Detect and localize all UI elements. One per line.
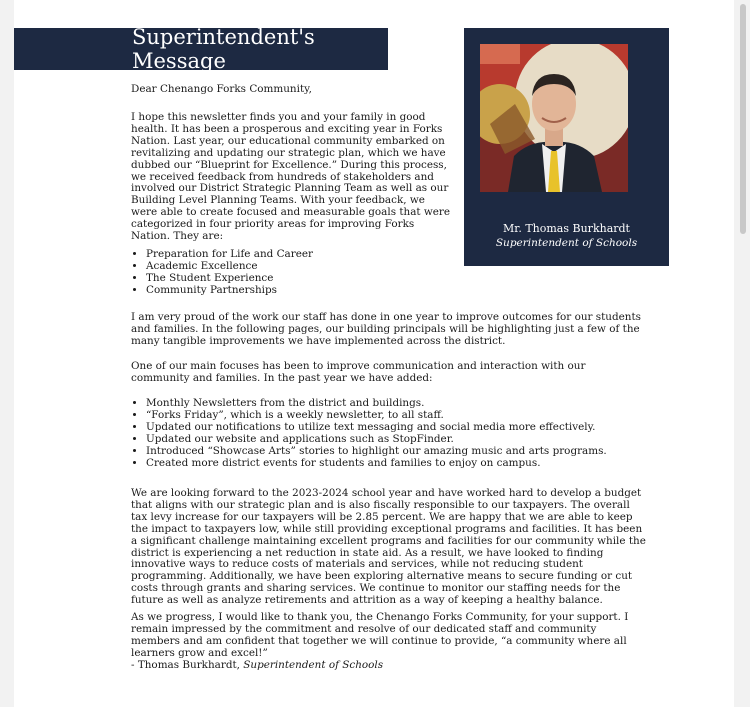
priority-list xyxy=(131,249,313,297)
list-item: • Created more district events for students and families to enjoy on campus. xyxy=(146,458,607,470)
list-item: • Updated our website and applications such as StopFinder. xyxy=(146,434,607,446)
list-item: • “Forks Friday”, which is a weekly newsletter, to all staff. xyxy=(146,410,607,422)
portrait-photo xyxy=(480,44,628,192)
newsletter-page xyxy=(14,0,734,707)
list-item: • Introduced “Showcase Arts” stories to highlight our amazing music and arts programs. xyxy=(146,446,607,458)
list-item: • Preparation for Life and Career xyxy=(146,249,313,261)
profile-card xyxy=(464,28,669,266)
list-item: • The Student Experience xyxy=(146,273,313,285)
additions-list xyxy=(131,398,607,469)
page-title: Superintendent's Message xyxy=(132,25,315,73)
title-banner xyxy=(14,25,388,73)
list-item: • Academic Excellence xyxy=(146,261,313,273)
paragraph-communication: One of our main focuses has been to improve communication and interaction with our community and families. In the past year we have added: xyxy=(131,360,586,384)
signature xyxy=(131,660,646,672)
profile-name: Mr. Thomas Burkhardt xyxy=(503,222,630,235)
signature-name: - Thomas Burkhardt, xyxy=(131,659,244,671)
paragraph-budget: We are looking forward to the 2023-2024 school year and have worked hard to develop a budget that aligns with our strategic plan and is also fiscally responsible to our taxpayers. The overall tax levy increase for our taxpayers will be 2.85 percent. We are happy that we are able to keep the impact to taxpayers low, while still providing exceptional programs and facilities. It has been a significant challenge maintaining excellent programs and facilities for our community while the district is experiencing a net reduction in state aid. As a result, we have looked to finding innovative ways to reduce costs of materials and services, while not reducing student programming. Additionally, we have been exploring alternative means to secure funding or cut costs through grants and sharing services. We continue to monitor our staffing needs for the future as well as analyze retirements and attrition as a way of keeping a healthy balance. xyxy=(131,487,646,607)
list-item: • Updated our notifications to utilize text messaging and social media more effectively. xyxy=(146,422,607,434)
greeting: Dear Chenango Forks Community, xyxy=(131,83,312,95)
paragraph-intro: I hope this newsletter finds you and your family in good health. It has been a prosperous and exciting year in Forks Nation. Last year, our educational community embarked on revitalizing and updating our strategic plan, which we have dubbed our “Blueprint for Excellence.” During this process, we received feedback from hundreds of stakeholders and involved our District Strategic Planning Team as well as our Building Level Planning Teams. With your feedback, we were able to create focused and measurable goals that were categorized in four priority areas for improving Forks Nation. They are: xyxy=(131,111,451,243)
profile-role: Superintendent of Schools xyxy=(495,237,638,249)
scrollbar[interactable] xyxy=(740,4,746,234)
list-item: • Monthly Newsletters from the district and buildings. xyxy=(146,398,607,410)
paragraph-progress: I am very proud of the work our staff has done in one year to improve outcomes for our students and families. In the following pages, our building principals will be highlighting just a few of the many tangible improvements we have implemented across the district. xyxy=(131,311,641,347)
signature-role: Superintendent of Schools xyxy=(243,659,384,671)
paragraph-thanks: As we progress, I would like to thank you, the Chenango Forks Community, for your support. I remain impressed by the commitment and resolve of our dedicated staff and community members and am confident that together we will continue to provide, “a community where all learners grow and excel!” xyxy=(131,611,629,659)
list-item: • Community Partnerships xyxy=(146,285,313,297)
portrait-photo-graphic xyxy=(480,44,628,192)
